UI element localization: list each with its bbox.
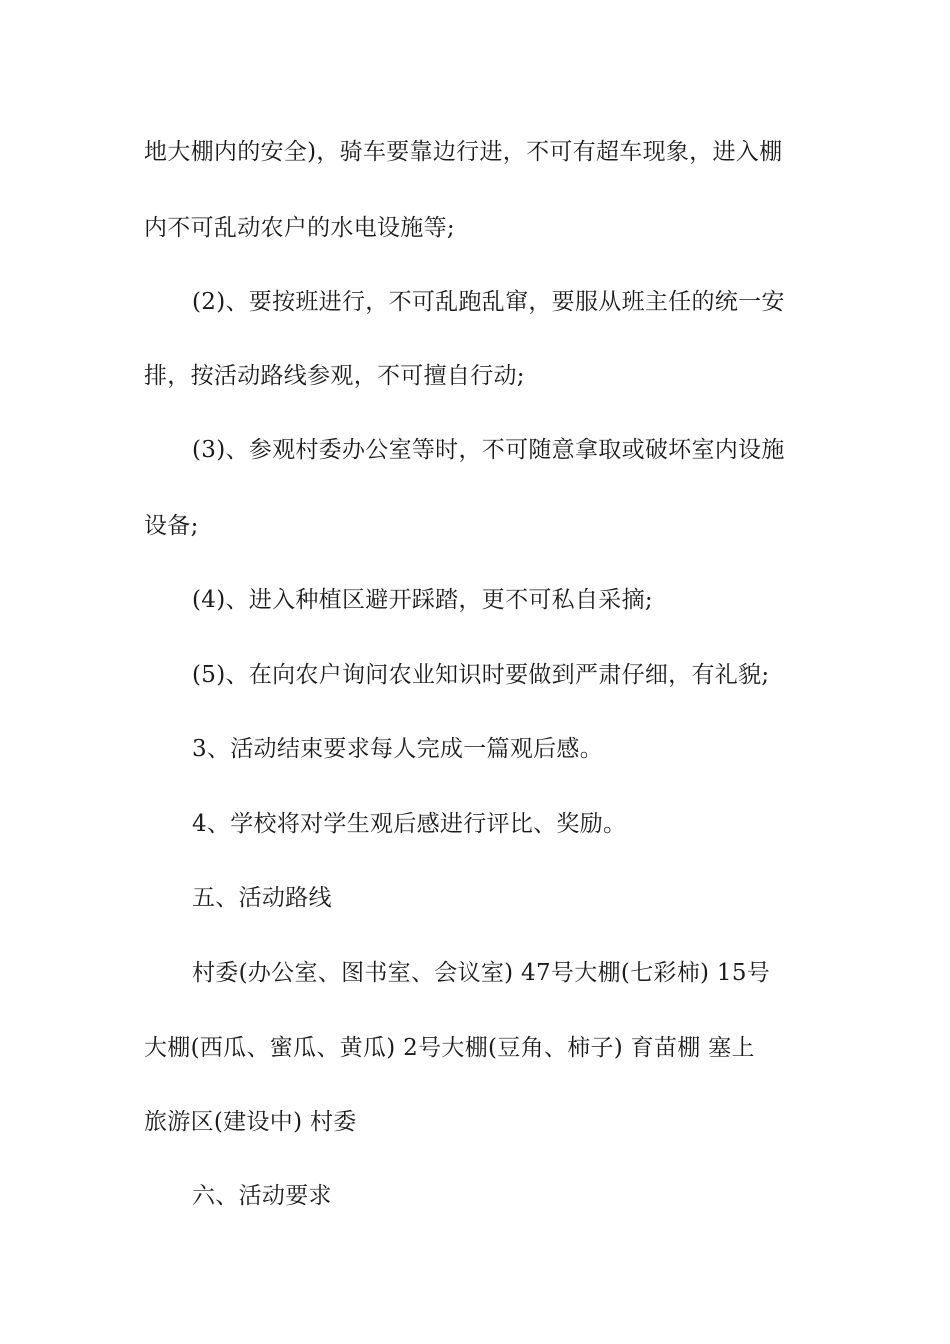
route-text: 村委(办公室、图书室、会议室) 47号大棚(七彩柿) 15号 — [192, 960, 771, 986]
section-heading-requirements: 六、活动要求 — [192, 1183, 332, 1209]
numbered-item-3: 3、活动结束要求每人完成一篇观后感。 — [192, 736, 604, 762]
numbered-item-4: 4、学校将对学生观后感进行评比、奖励。 — [192, 811, 627, 837]
text-line: 设备; — [144, 513, 199, 539]
route-text: 旅游区(建设中) 村委 — [144, 1109, 357, 1135]
route-text: 大棚(西瓜、蜜瓜、黄瓜) 2号大棚(豆角、柿子) 育苗棚 塞上 — [144, 1035, 755, 1061]
list-item-5: (5)、在向农户询问农业知识时要做到严肃仔细，有礼貌; — [192, 662, 770, 688]
section-heading-route: 五、活动路线 — [192, 885, 332, 911]
text-line: 排，按活动路线参观，不可擅自行动; — [144, 363, 525, 389]
text-line: 地大棚内的安全)，骑车要靠边行进，不可有超车现象，进入棚 — [144, 139, 783, 165]
text-line: 内不可乱动农户的水电设施等; — [144, 215, 455, 241]
list-item-2: (2)、要按班进行，不可乱跑乱窜，要服从班主任的统一安 — [192, 289, 785, 315]
list-item-3: (3)、参观村委办公室等时，不可随意拿取或破坏室内设施 — [192, 437, 785, 463]
list-item-4: (4)、进入种植区避开踩踏，更不可私自采摘; — [192, 587, 653, 613]
